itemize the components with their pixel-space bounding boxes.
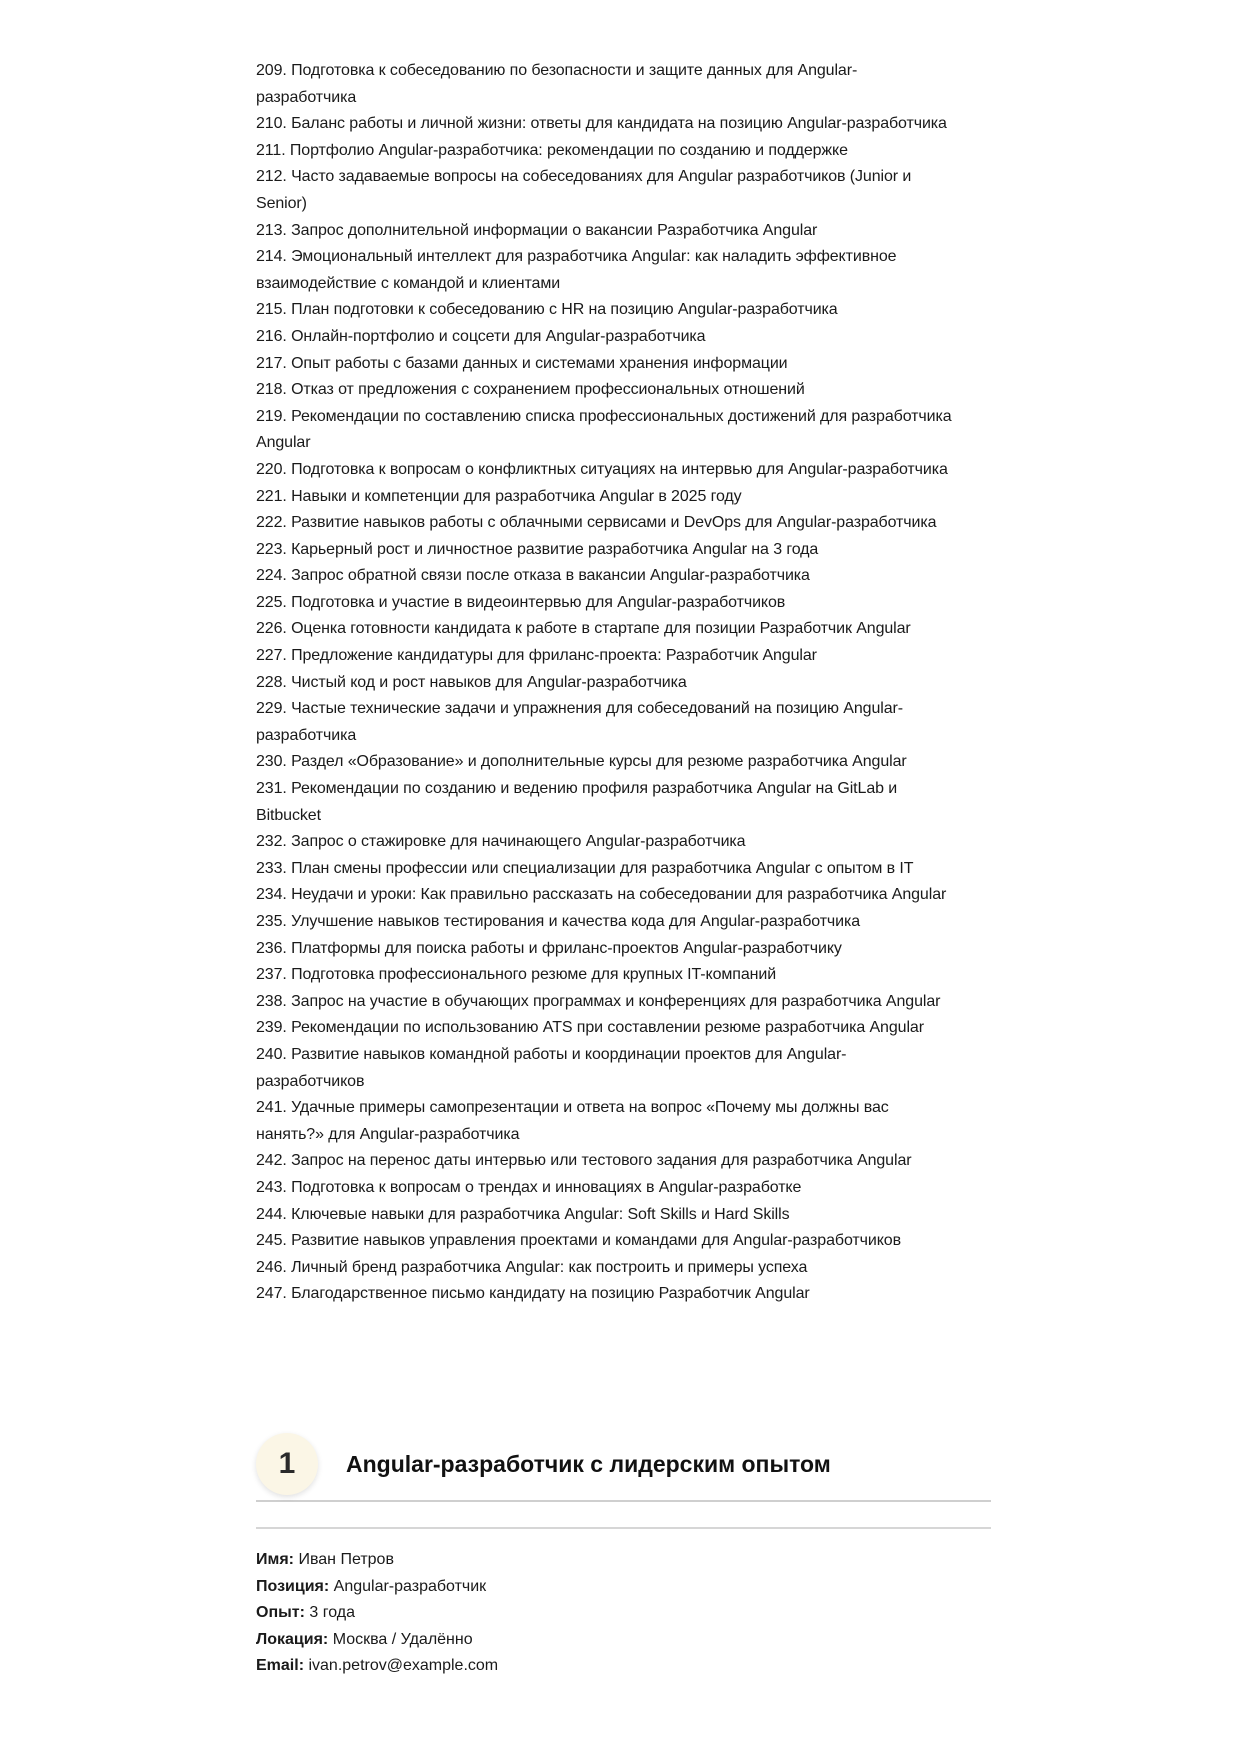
toc-line: разработчика <box>256 88 357 106</box>
toc-line: 209. Подготовка к собеседованию по безопасности и защите данных для Angular- <box>256 62 858 79</box>
toc-line: 242. Запрос на перенос даты интервью или тестового задания для разработчика Angular <box>256 1152 912 1170</box>
toc-line: Bitbucket <box>256 806 321 824</box>
toc-line: 231. Рекомендации по созданию и ведению профиля разработчика Angular на GitLab и <box>256 780 898 798</box>
toc-line: 235. Улучшение навыков тестирования и качества кода для Angular-разработчика <box>256 913 861 930</box>
profile-name-label: Имя: <box>256 1551 294 1568</box>
toc-line: 216. Онлайн-портфолио и соцсети для Angular-разработчика <box>256 327 706 345</box>
toc-line: 241. Удачные примеры самопрезентации и ответа на вопрос «Почему мы должны вас <box>256 1099 889 1117</box>
toc-line: 224. Запрос обратной связи после отказа в вакансии Angular-разработчика <box>256 567 810 585</box>
section-header <box>256 1432 991 1502</box>
toc-line: 210. Баланс работы и личной жизни: ответы для кандидата на позицию Angular-разработчика <box>256 115 947 133</box>
profile-info <box>256 1547 498 1680</box>
toc-line: 238. Запрос на участие в обучающих программах и конференциях для разработчика Angular <box>256 992 941 1010</box>
toc-line: 225. Подготовка и участие в видеоинтервью для Angular-разработчиков <box>256 593 786 611</box>
profile-position-row <box>256 1574 498 1601</box>
toc-line: 233. План смены профессии или специализации для разработчика Angular с опытом в IT <box>256 859 914 877</box>
toc-line: Angular <box>256 434 311 452</box>
profile-location-label: Локация: <box>256 1630 329 1648</box>
section-title: Angular-разработчик с лидерским опытом <box>346 1450 831 1477</box>
profile-experience-label: Опыт: <box>256 1604 305 1622</box>
toc-line: разработчиков <box>256 1072 365 1090</box>
toc-line: Senior) <box>256 194 307 212</box>
toc-line: 240. Развитие навыков командной работы и координации проектов для Angular- <box>256 1045 847 1063</box>
profile-name-row <box>256 1547 498 1574</box>
toc-line: 230. Раздел «Образование» и дополнительные курсы для резюме разработчика Angular <box>256 753 907 771</box>
toc-line: 232. Запрос о стажировке для начинающего Angular-разработчика <box>256 833 746 851</box>
toc-line: 244. Ключевые навыки для разработчика Angular: Soft Skills и Hard Skills <box>256 1205 790 1223</box>
toc-line: 213. Запрос дополнительной информации о вакансии Разработчика Angular <box>256 221 818 239</box>
profile-experience-value: 3 года <box>309 1604 355 1622</box>
toc-list <box>256 58 991 1308</box>
profile-position-label: Позиция: <box>256 1577 330 1595</box>
toc-line: 211. Портфолио Angular-разработчика: рекомендации по созданию и поддержке <box>256 141 848 159</box>
toc-line: 220. Подготовка к вопросам о конфликтных ситуациях на интервью для Angular-разработчика <box>256 460 948 478</box>
profile-location-row <box>256 1627 498 1654</box>
toc-line: 234. Неудачи и уроки: Как правильно рассказать на собеседовании для разработчика Angular <box>256 886 947 904</box>
toc-line: 218. Отказ от предложения с сохранением профессиональных отношений <box>256 381 805 399</box>
toc-line: нанять?» для Angular-разработчика <box>256 1125 520 1143</box>
toc-line: 236. Платформы для поиска работы и фриланс-проектов Angular-разработчику <box>256 939 842 957</box>
toc-line: 215. План подготовки к собеседованию с HR на позицию Angular-разработчика <box>256 301 838 319</box>
profile-name-value: Иван Петров <box>298 1551 394 1568</box>
toc-line: 221. Навыки и компетенции для разработчика Angular в 2025 году <box>256 487 742 505</box>
toc-line: 228. Чистый код и рост навыков для Angular-разработчика <box>256 673 687 691</box>
toc-line: 247. Благодарственное письмо кандидату на позицию Разработчик Angular <box>256 1285 810 1303</box>
toc-line: 214. Эмоциональный интеллект для разработчика Angular: как наладить эффективное <box>256 248 897 266</box>
profile-email-row <box>256 1653 498 1680</box>
toc-line: 227. Предложение кандидатуры для фриланс-проекта: Разработчик Angular <box>256 647 817 665</box>
profile-email-value[interactable]: ivan.petrov@example.com <box>308 1657 499 1675</box>
table-of-contents <box>256 58 991 1308</box>
section-number-badge: 1 <box>256 1433 318 1495</box>
toc-line: 223. Карьерный рост и личностное развитие разработчика Angular на 3 года <box>256 540 819 558</box>
toc-line: 212. Часто задаваемые вопросы на собеседованиях для Angular разработчиков (Junior и <box>256 168 912 186</box>
toc-line: 217. Опыт работы с базами данных и системами хранения информации <box>256 354 788 372</box>
toc-line: 237. Подготовка профессионального резюме для крупных IT-компаний <box>256 966 777 984</box>
profile-experience-row <box>256 1600 498 1627</box>
toc-line: 229. Частые технические задачи и упражнения для собеседований на позицию Angular- <box>256 700 903 718</box>
toc-line: 243. Подготовка к вопросам о трендах и инновациях в Angular-разработке <box>256 1178 802 1196</box>
toc-line: 219. Рекомендации по составлению списка профессиональных достижений для разработчика <box>256 407 952 425</box>
toc-line: 226. Оценка готовности кандидата к работе в стартапе для позиции Разработчик Angular <box>256 620 911 638</box>
toc-line: взаимодействие с командой и клиентами <box>256 274 561 292</box>
profile-email-label: Email: <box>256 1657 305 1675</box>
section-divider <box>256 1527 991 1529</box>
toc-line: разработчика <box>256 726 357 744</box>
profile-position-value: Angular-разработчик <box>333 1577 487 1595</box>
toc-line: 222. Развитие навыков работы с облачными сервисами и DevOps для Angular-разработчика <box>256 514 937 532</box>
profile-location-value: Москва / Удалённо <box>332 1630 473 1648</box>
toc-line: 239. Рекомендации по использованию ATS при составлении резюме разработчика Angular <box>256 1019 924 1037</box>
toc-line: 246. Личный бренд разработчика Angular: как построить и примеры успеха <box>256 1258 808 1276</box>
toc-line: 245. Развитие навыков управления проектами и командами для Angular-разработчиков <box>256 1232 901 1250</box>
